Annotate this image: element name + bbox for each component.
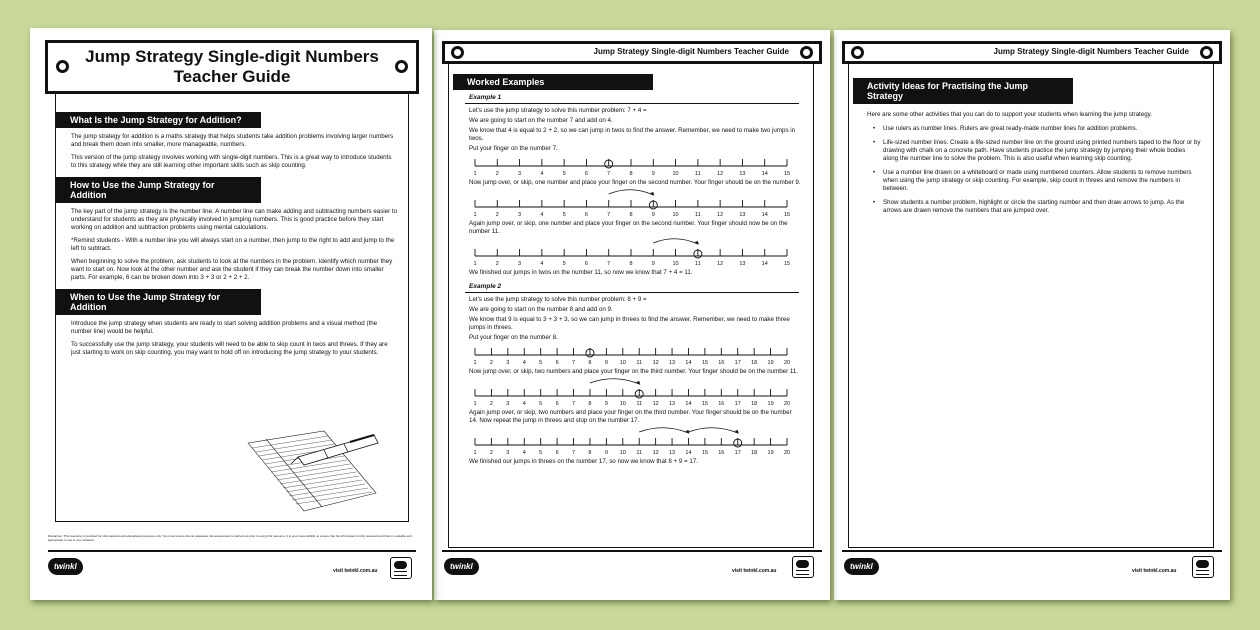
svg-text:1: 1 [473, 261, 477, 267]
svg-text:8: 8 [588, 360, 592, 366]
svg-text:13: 13 [668, 360, 676, 366]
svg-text:4: 4 [522, 450, 526, 456]
svg-text:5: 5 [562, 212, 566, 218]
paragraph: To successfully use the jump strategy, your students will need to be able to skip count in twos and threes. If they are just starting to work on skip counting, you may want to hold off on introducing the jump strategy to your students. [71, 341, 388, 356]
svg-text:10: 10 [672, 171, 679, 177]
svg-text:12: 12 [717, 171, 724, 177]
text-line: We are going to start on the number 7 and add on 4. [469, 117, 613, 124]
svg-text:3: 3 [518, 171, 522, 177]
svg-text:10: 10 [672, 261, 679, 267]
example-divider [465, 103, 799, 104]
binder-ring-icon [395, 60, 408, 73]
paper-and-pen-illustration [246, 423, 406, 518]
section-heading: Activity Ideas for Practising the Jump Strategy [853, 78, 1073, 104]
svg-text:17: 17 [734, 401, 741, 407]
number-line-graphic [475, 246, 797, 268]
svg-text:20: 20 [783, 360, 791, 366]
footer-divider [48, 550, 416, 552]
example-title: Example 1 [469, 94, 502, 101]
svg-text:12: 12 [652, 450, 659, 456]
svg-text:3: 3 [518, 212, 522, 218]
paragraph: When beginning to solve the problem, ask students to look at the numbers in the problem. Identify which number they want to start on. Now look at the other number and ask the student if they can break the number down into smaller parts. For example, 6 can be broken down into 3 + 3 or 2 + 2 + 2. [71, 258, 393, 281]
page-title [85, 47, 379, 87]
svg-text:11: 11 [636, 450, 643, 456]
quality-badge-icon [792, 556, 814, 578]
title-banner [45, 40, 419, 94]
page-3 [834, 30, 1230, 600]
number-line-graphic [475, 435, 797, 457]
svg-text:12: 12 [717, 261, 724, 267]
activity-list [873, 125, 1201, 215]
svg-text:14: 14 [761, 261, 768, 267]
header-banner [842, 41, 1222, 64]
number-line-graphic [475, 197, 797, 219]
section-heading: Worked Examples [453, 74, 653, 90]
svg-text:19: 19 [767, 401, 774, 407]
binder-ring-icon [851, 46, 864, 59]
page-2 [434, 30, 830, 600]
content-frame [55, 92, 409, 522]
svg-text:14: 14 [761, 171, 768, 177]
svg-text:14: 14 [685, 360, 692, 366]
svg-text:2: 2 [489, 360, 493, 366]
header-title: Jump Strategy Single-digit Numbers Teacher Guide [593, 47, 789, 56]
text-line: Let's use the jump strategy to solve this number problem: 8 + 9 = [469, 296, 647, 303]
twinkl-logo: twinkl [844, 558, 879, 575]
svg-text:13: 13 [739, 171, 746, 177]
text-line: We know that 9 is equal to 3 + 3 + 3, so we can jump in threes to find the answer. Remember, we need to make three jumps in threes. [469, 316, 790, 331]
svg-text:1: 1 [473, 450, 477, 456]
svg-text:14: 14 [761, 212, 768, 218]
svg-text:15: 15 [701, 401, 708, 407]
svg-text:7: 7 [571, 401, 576, 407]
svg-text:6: 6 [584, 212, 588, 218]
svg-text:17: 17 [734, 360, 741, 366]
svg-text:4: 4 [540, 171, 544, 177]
svg-text:19: 19 [767, 360, 774, 366]
svg-text:4: 4 [522, 360, 526, 366]
svg-text:18: 18 [751, 360, 758, 366]
svg-text:12: 12 [652, 401, 659, 407]
visit-link[interactable]: visit twinkl.com.au [1132, 568, 1177, 574]
svg-text:8: 8 [629, 171, 633, 177]
header-banner [442, 41, 822, 64]
text-line: We are going to start on the number 8 and add on 9. [469, 306, 613, 313]
svg-text:15: 15 [783, 212, 791, 218]
svg-text:12: 12 [652, 360, 659, 366]
svg-text:7: 7 [607, 261, 611, 267]
svg-text:1: 1 [473, 171, 477, 177]
paragraph: The key part of the jump strategy is the number line. A number line can make adding and subtracting numbers easier to understand for students as they are physically involved in jumping numbers. This is good practice before they start working on addition and subtraction problems using mental calculations. [71, 208, 398, 231]
paragraph: Introduce the jump strategy when students are ready to start solving addition problems and a visual method (the number line) would be helpful. [71, 320, 378, 335]
list-item: • Show students a number problem, highlight or circle the starting number and then draw arrows to jump. As the arrows are drawn remove the numbers that are jumped over. [873, 199, 1201, 215]
svg-text:3: 3 [518, 261, 522, 267]
svg-text:9: 9 [651, 171, 655, 177]
svg-text:16: 16 [718, 450, 725, 456]
list-item: • Use a number line drawn on a whiteboard or made using numbered counters. Allow students to remove numbers when using the jump strategy or skip counting. For example, skip count in threes and remove the numbers in between. [873, 169, 1201, 193]
number-line [475, 435, 813, 457]
svg-text:20: 20 [783, 401, 791, 407]
svg-text:18: 18 [751, 450, 758, 456]
footer-divider [442, 550, 822, 552]
svg-text:11: 11 [636, 360, 643, 366]
section-heading: What Is the Jump Strategy for Addition? [56, 112, 261, 128]
text-line: We finished our jumps in twos on the number 11, so now we know that 7 + 4 = 11. [469, 269, 693, 276]
svg-text:14: 14 [685, 401, 692, 407]
svg-text:5: 5 [562, 261, 566, 267]
svg-text:13: 13 [739, 261, 746, 267]
section-heading: When to Use the Jump Strategy for Addition [56, 289, 261, 315]
svg-text:8: 8 [588, 450, 592, 456]
svg-text:16: 16 [718, 401, 725, 407]
svg-text:8: 8 [629, 261, 633, 267]
svg-text:13: 13 [739, 212, 746, 218]
number-line [475, 386, 813, 408]
number-line-graphic [475, 386, 797, 408]
svg-text:2: 2 [495, 171, 499, 177]
example-divider [465, 292, 799, 293]
page-1 [30, 28, 432, 600]
svg-text:9: 9 [604, 360, 608, 366]
svg-text:5: 5 [539, 450, 543, 456]
svg-text:6: 6 [555, 450, 559, 456]
svg-text:9: 9 [651, 212, 655, 218]
visit-link[interactable]: visit twinkl.com.au [333, 568, 378, 574]
svg-text:11: 11 [694, 171, 701, 177]
content-frame [848, 64, 1214, 548]
number-line [475, 345, 813, 367]
twinkl-logo: twinkl [48, 558, 83, 575]
svg-text:13: 13 [668, 401, 676, 407]
text-line: Put your finger on the number 7. [469, 145, 558, 152]
number-line-graphic [475, 156, 797, 178]
svg-text:15: 15 [783, 171, 791, 177]
svg-text:3: 3 [506, 360, 510, 366]
svg-text:4: 4 [540, 212, 544, 218]
visit-link[interactable]: visit twinkl.com.au [732, 568, 777, 574]
disclaimer-text: Disclaimer: This resource is provided for informational and educational purposes only. You must ensure that an adequate risk assessment is carried out prior to using this resource. It is your responsibility to ensure that the information is fully reviewed and that it is suitable and appropriate to use in your situation. [48, 534, 412, 542]
svg-text:7: 7 [571, 450, 576, 456]
svg-text:7: 7 [607, 212, 611, 218]
svg-text:6: 6 [555, 360, 559, 366]
section-when-to [56, 289, 408, 357]
svg-text:2: 2 [495, 212, 499, 218]
section-how-to [56, 177, 408, 282]
svg-text:9: 9 [651, 261, 655, 267]
text-line: Now jump over, or skip, one number and place your finger on the second number. Your finger should be on the number 9. [469, 179, 801, 186]
footer-divider [842, 550, 1222, 552]
svg-text:19: 19 [767, 450, 774, 456]
svg-text:1: 1 [473, 401, 477, 407]
svg-text:5: 5 [562, 171, 566, 177]
text-line: Again jump over, or skip, one number and place your finger on the second number. Your finger should now be on the number 11. [469, 220, 788, 235]
section-what-is [56, 110, 408, 170]
title-line-2: Teacher Guide [173, 67, 291, 86]
svg-text:8: 8 [588, 401, 592, 407]
title-line-1: Jump Strategy Single-digit Numbers [85, 47, 379, 66]
text-line: Put your finger on the number 8. [469, 334, 558, 341]
svg-text:14: 14 [685, 450, 692, 456]
svg-text:13: 13 [668, 450, 676, 456]
svg-text:18: 18 [751, 401, 758, 407]
svg-text:7: 7 [571, 360, 576, 366]
quality-badge-icon [390, 557, 412, 579]
binder-ring-icon [800, 46, 813, 59]
binder-ring-icon [1200, 46, 1213, 59]
svg-text:10: 10 [672, 212, 679, 218]
intro-paragraph: Here are some other activities that you can do to support your students when learning the jump strategy. [867, 111, 1153, 118]
svg-text:8: 8 [629, 212, 633, 218]
svg-text:15: 15 [701, 360, 708, 366]
svg-text:11: 11 [636, 401, 643, 407]
svg-text:3: 3 [506, 450, 510, 456]
number-line-graphic [475, 345, 797, 367]
svg-text:10: 10 [619, 450, 626, 456]
svg-text:15: 15 [701, 450, 708, 456]
svg-text:15: 15 [783, 261, 791, 267]
svg-text:6: 6 [555, 401, 559, 407]
svg-text:1: 1 [473, 360, 477, 366]
svg-text:10: 10 [619, 360, 626, 366]
quality-badge-icon [1192, 556, 1214, 578]
example-title: Example 2 [469, 283, 502, 290]
header-title: Jump Strategy Single-digit Numbers Teacher Guide [993, 47, 1189, 56]
svg-text:3: 3 [506, 401, 510, 407]
binder-ring-icon [56, 60, 69, 73]
text-line: We finished our jumps in threes on the number 17, so now we know that 8 + 9 = 17. [469, 458, 698, 465]
svg-text:4: 4 [540, 261, 544, 267]
svg-text:5: 5 [539, 401, 543, 407]
svg-text:6: 6 [584, 261, 588, 267]
number-line [475, 197, 813, 219]
number-line [475, 246, 813, 268]
paragraph: The jump strategy for addition is a maths strategy that helps students take addition problems involving larger numbers and break them down into smaller, more manageable, numbers. [71, 133, 394, 148]
text-line: Let's use the jump strategy to solve this number problem: 7 + 4 = [469, 107, 647, 114]
text-line: Now jump over, or skip, two numbers and place your finger on the third number. Your finger should be on the number 11. [469, 368, 799, 375]
svg-text:10: 10 [619, 401, 626, 407]
svg-text:5: 5 [539, 360, 543, 366]
twinkl-logo: twinkl [444, 558, 479, 575]
svg-text:2: 2 [489, 450, 493, 456]
svg-text:7: 7 [607, 171, 611, 177]
paragraph: *Remind students - With a number line you will always start on a number, then jump to the right to add and jump to the left to subtract. [71, 237, 395, 252]
svg-text:1: 1 [473, 212, 477, 218]
section-heading: How to Use the Jump Strategy for Addition [56, 177, 261, 203]
text-line: We know that 4 is equal to 2 + 2, so we can jump in twos to find the answer. Remember, we need to make two jumps in twos. [469, 127, 796, 142]
svg-text:16: 16 [718, 360, 725, 366]
text-line: Again jump over, or skip, two numbers and place your finger on the third number. Your finger should be on the number 14. Now repeat the jump in threes and stop on the number 17. [469, 409, 792, 424]
binder-ring-icon [451, 46, 464, 59]
svg-text:9: 9 [604, 401, 608, 407]
svg-text:17: 17 [734, 450, 741, 456]
svg-text:4: 4 [522, 401, 526, 407]
svg-text:6: 6 [584, 171, 588, 177]
svg-text:2: 2 [495, 261, 499, 267]
number-line [475, 156, 813, 178]
svg-text:11: 11 [694, 261, 701, 267]
list-item: • Use rulers as number lines. Rulers are great ready-made number lines for addition problems. [873, 125, 1201, 133]
list-item: • Life-sized number lines. Create a life-sized number line on the ground using printed numbers taped to the floor or by drawing with chalk on a concrete path. Have students practice the jump strategy by jumping their whole bodies along the number line to solve the problem. This is also useful when learning skip counting. [873, 139, 1201, 163]
svg-text:2: 2 [489, 401, 493, 407]
svg-text:20: 20 [783, 450, 791, 456]
svg-text:11: 11 [694, 212, 701, 218]
svg-text:9: 9 [604, 450, 608, 456]
svg-text:12: 12 [717, 212, 724, 218]
paragraph: This version of the jump strategy involves working with single-digit numbers. This is a great way to introduce students to this strategy while they are still learning other important skills such as skip counting. [71, 154, 392, 169]
content-frame [448, 64, 814, 548]
